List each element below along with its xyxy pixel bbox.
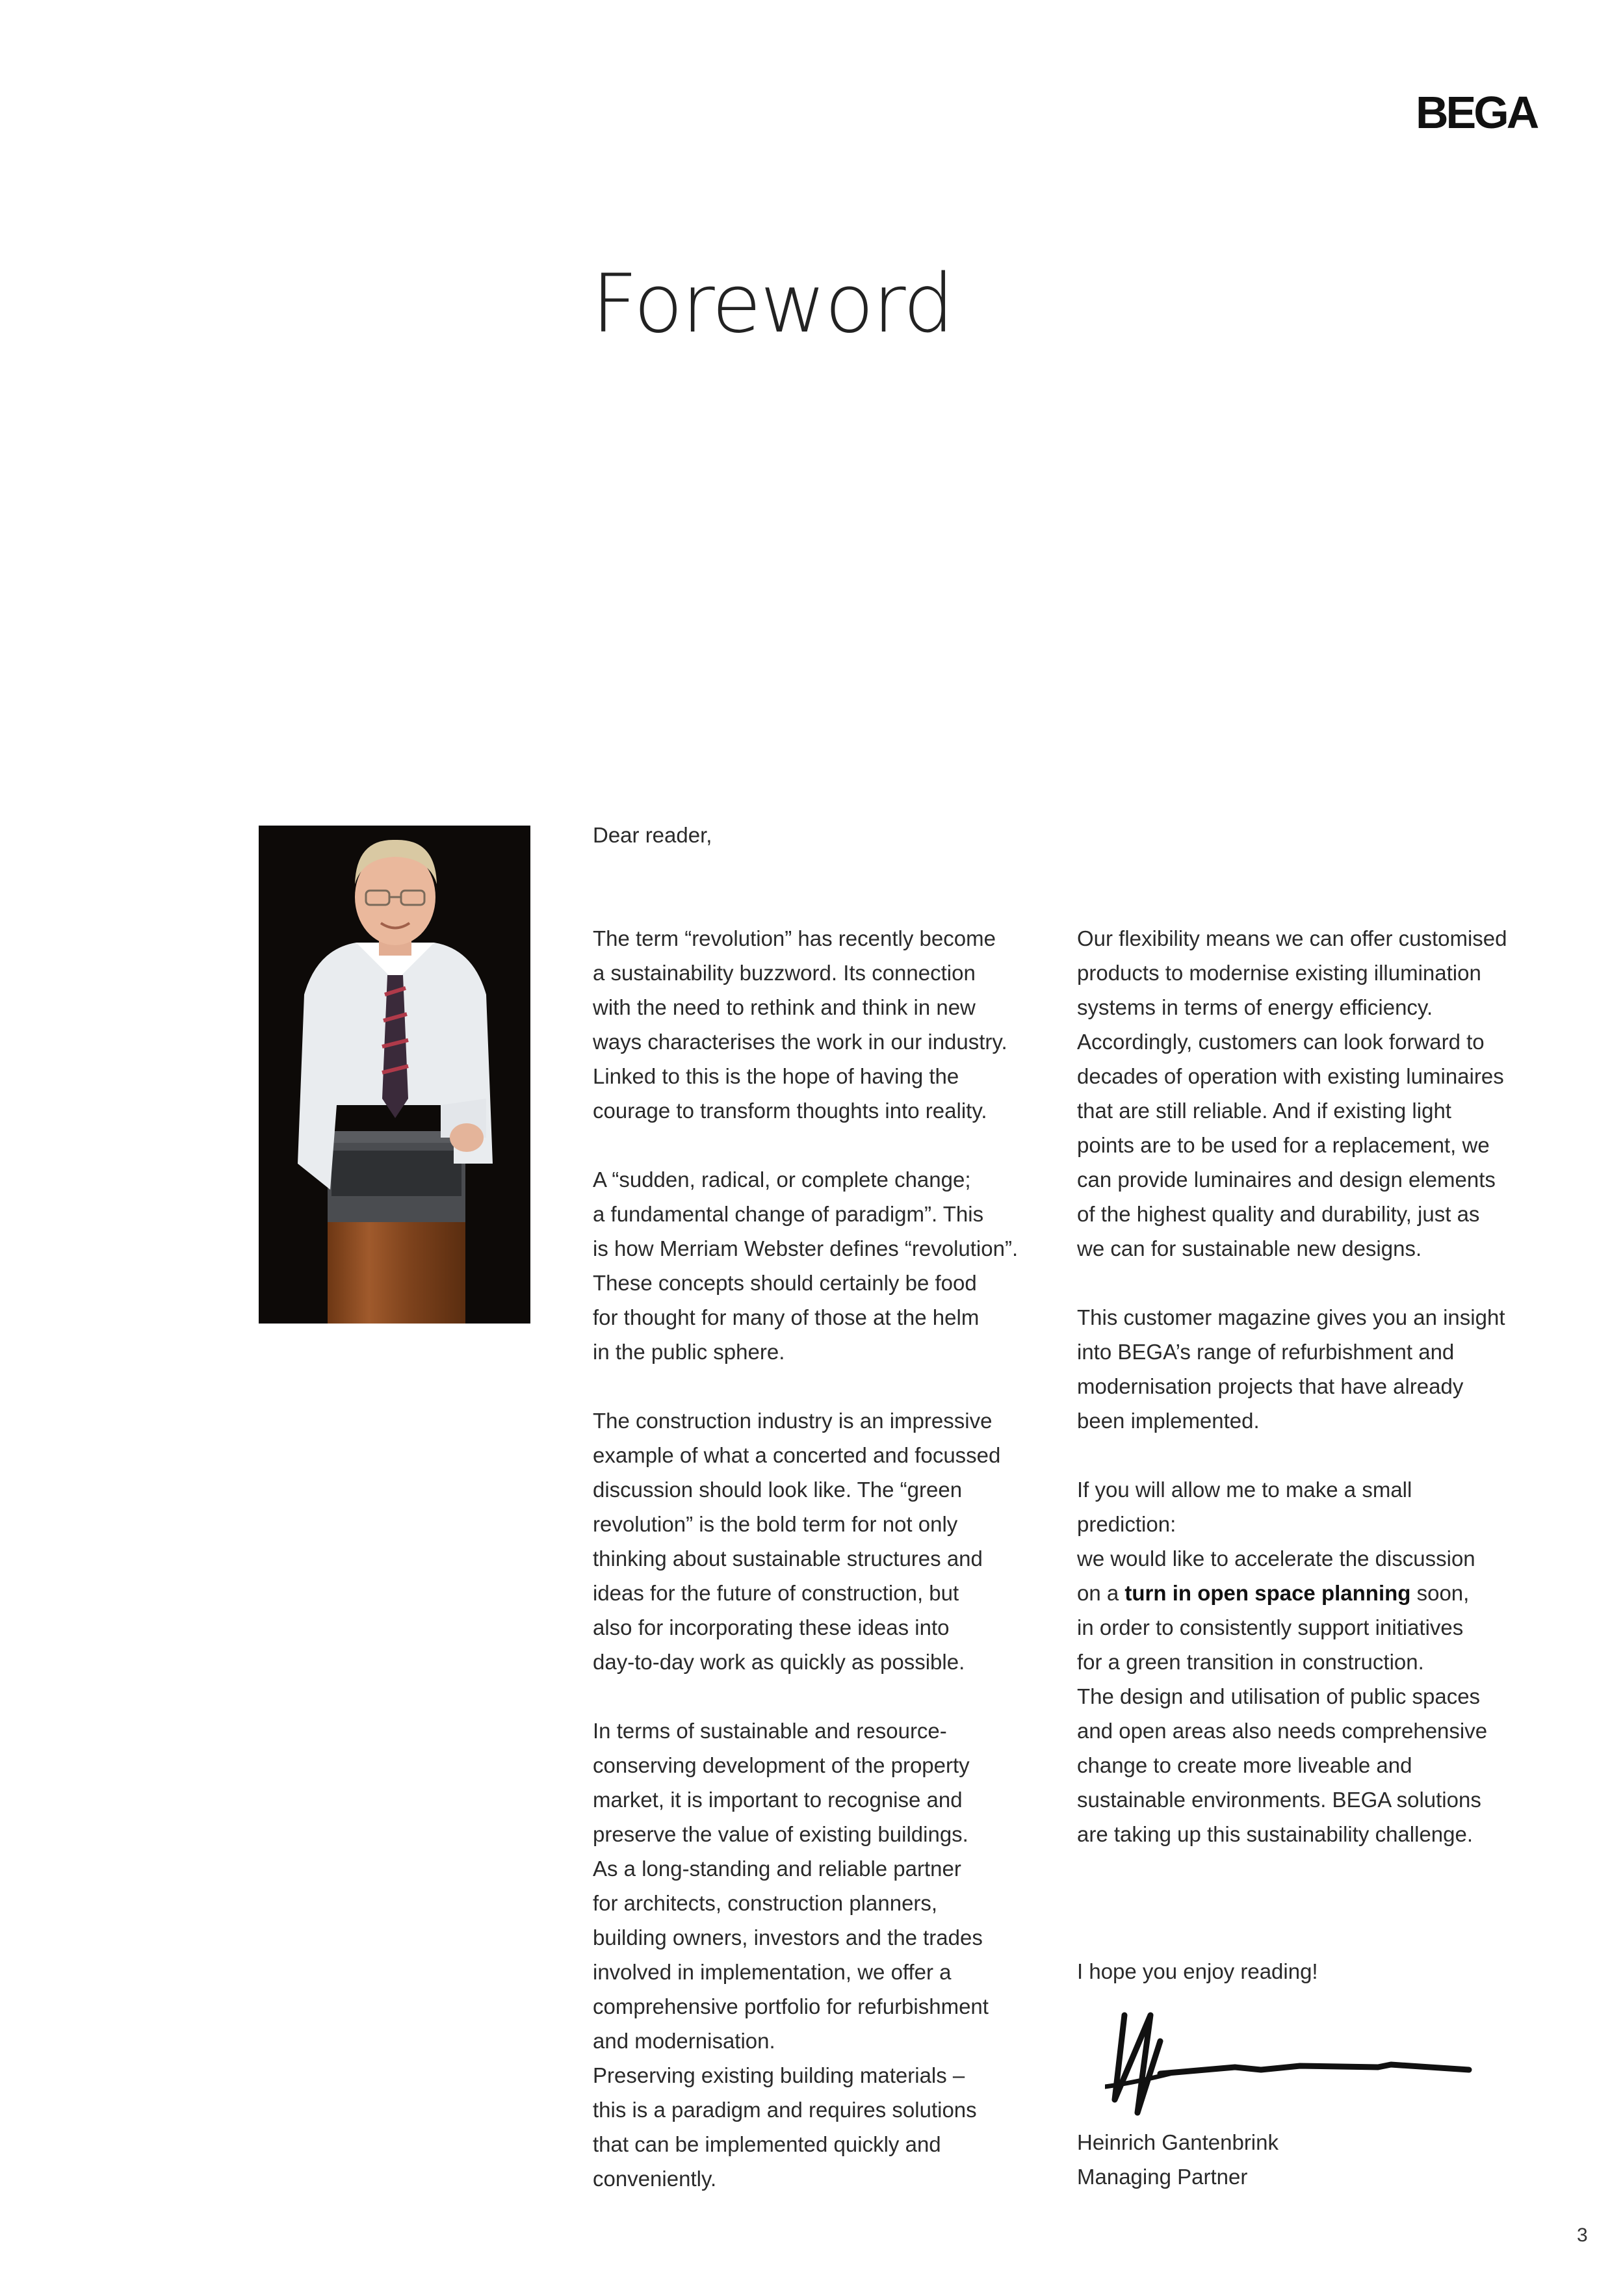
text-line: in order to consistently support initiatives — [1077, 1615, 1464, 1639]
text-line: example of what a concerted and focussed — [593, 1443, 1001, 1467]
text-line: ideas for the future of construction, but — [593, 1581, 959, 1605]
text-line: The design and utilisation of public spaces — [1077, 1684, 1481, 1708]
text-line: prediction: — [1077, 1512, 1176, 1536]
text-line: systems in terms of energy efficiency. — [1077, 995, 1433, 1019]
greeting: Dear reader, — [593, 823, 712, 847]
text-line: are taking up this sustainability challenge. — [1077, 1822, 1474, 1846]
text-line: Linked to this is the hope of having the — [593, 1064, 959, 1088]
text-line: we would like to accelerate the discussion — [1077, 1546, 1475, 1571]
text-line: This customer magazine gives you an insight — [1077, 1305, 1505, 1329]
bega-logo: BEGA — [1416, 87, 1537, 138]
text-line: comprehensive portfolio for refurbishment — [593, 1994, 989, 2018]
text-line: preserve the value of existing buildings. — [593, 1822, 968, 1846]
text-line: that can be implemented quickly and — [593, 2132, 941, 2156]
text-line: sustainable environments. BEGA solutions — [1077, 1788, 1481, 1812]
text-line: a fundamental change of paradigm”. This — [593, 1202, 984, 1226]
text-line: If you will allow me to make a small — [1077, 1478, 1412, 1502]
text-line: change to create more liveable and — [1077, 1753, 1412, 1777]
text-line: and open areas also needs comprehensive — [1077, 1719, 1488, 1743]
text-line: day-to-day work as quickly as possible. — [593, 1650, 965, 1674]
text-line: a sustainability buzzword. Its connection — [593, 961, 976, 985]
text-line: courage to transform thoughts into reality. — [593, 1099, 987, 1123]
text-line: with the need to rethink and think in new — [593, 995, 976, 1019]
text-line: market, it is important to recognise and — [593, 1788, 963, 1812]
text-line: discussion should look like. The “green — [593, 1478, 963, 1502]
text-line: ways characterises the work in our industry. — [593, 1030, 1007, 1054]
paragraph — [593, 1162, 1061, 1369]
paragraph — [1077, 921, 1545, 1266]
text-line: this is a paradigm and requires solutions — [593, 2098, 977, 2122]
text-line: The term “revolution” has recently become — [593, 926, 996, 950]
text-line: Preserving existing building materials – — [593, 2063, 965, 2087]
text-line: As a long-standing and reliable partner — [593, 1857, 961, 1881]
portrait-photo — [259, 826, 530, 1324]
text-line: for thought for many of those at the helm — [593, 1305, 980, 1329]
paragraph — [593, 1403, 1061, 1679]
text-fragment: on a — [1077, 1581, 1125, 1605]
text-line: is how Merriam Webster defines “revolution”. — [593, 1236, 1019, 1260]
text-line: for architects, construction planners, — [593, 1891, 938, 1915]
text-line: conveniently. — [593, 2167, 717, 2191]
text-line: for a green transition in construction. — [1077, 1650, 1424, 1674]
paragraph — [593, 1714, 1061, 2196]
paragraph — [1077, 1300, 1545, 1438]
text-line: also for incorporating these ideas into — [593, 1615, 950, 1639]
text-fragment: soon, — [1410, 1581, 1470, 1605]
emphasis-text: turn in open space planning — [1124, 1581, 1411, 1605]
text-line: and modernisation. — [593, 2029, 775, 2053]
text-line: thinking about sustainable structures and — [593, 1546, 983, 1571]
page-title: Foreword — [591, 257, 954, 351]
text-line: building owners, investors and the trades — [593, 1925, 983, 1950]
text-line: been implemented. — [1077, 1409, 1260, 1433]
paragraph — [1077, 1472, 1545, 1851]
right-column — [1077, 921, 1545, 1886]
text-line: into BEGA’s range of refurbishment and — [1077, 1340, 1455, 1364]
signatory-name: Heinrich Gantenbrink — [1077, 2130, 1279, 2154]
text-line: can provide luminaires and design elements — [1077, 1168, 1496, 1192]
text-line — [1077, 1576, 1545, 1610]
text-line: Accordingly, customers can look forward to — [1077, 1030, 1485, 1054]
text-line: in the public sphere. — [593, 1340, 785, 1364]
text-line: points are to be used for a replacement, we — [1077, 1133, 1490, 1157]
text-line: of the highest quality and durability, just as — [1077, 1202, 1480, 1226]
page-number: 3 — [1577, 2224, 1588, 2246]
text-line: decades of operation with existing luminaires — [1077, 1064, 1504, 1088]
text-line: involved in implementation, we offer a — [593, 1960, 952, 1984]
text-line: A “sudden, radical, or complete change; — [593, 1168, 971, 1192]
signatory-role: Managing Partner — [1077, 2165, 1248, 2189]
left-column — [593, 921, 1061, 2230]
text-line: The construction industry is an impressive — [593, 1409, 993, 1433]
text-line: These concepts should certainly be food — [593, 1271, 977, 1295]
text-line: that are still reliable. And if existing light — [1077, 1099, 1451, 1123]
text-line: we can for sustainable new designs. — [1077, 1236, 1422, 1260]
signature-image — [1105, 2002, 1482, 2132]
signatory-block — [1077, 2125, 1279, 2194]
closing-line: I hope you enjoy reading! — [1077, 1959, 1318, 1983]
paragraph — [593, 921, 1061, 1128]
text-line: Our flexibility means we can offer customised — [1077, 926, 1507, 950]
text-line: conserving development of the property — [593, 1753, 970, 1777]
text-line: revolution” is the bold term for not only — [593, 1512, 958, 1536]
text-line: In terms of sustainable and resource- — [593, 1719, 947, 1743]
text-line: products to modernise existing illumination — [1077, 961, 1481, 985]
text-line: modernisation projects that have already — [1077, 1374, 1464, 1398]
